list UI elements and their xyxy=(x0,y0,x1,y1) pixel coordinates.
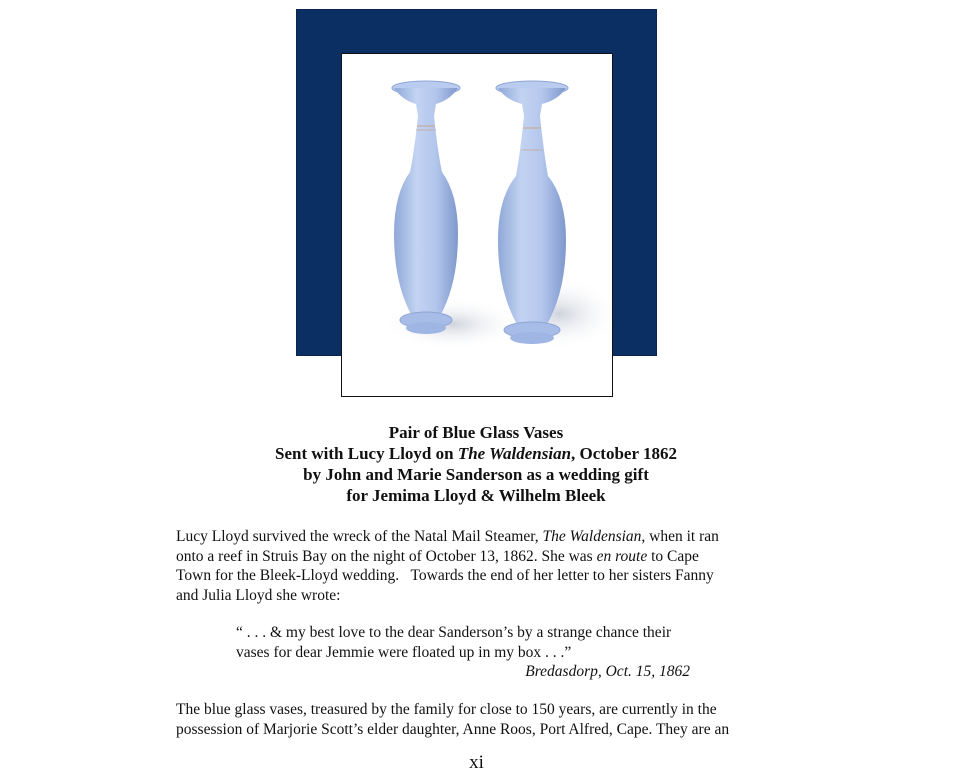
paragraph-line: The blue glass vases, treasured by the family for close to 150 years, are currently in the xyxy=(176,701,717,718)
caption-line-3: by John and Marie Sanderson as a wedding gift xyxy=(303,465,649,484)
caption-title: Pair of Blue Glass Vases xyxy=(388,423,564,442)
quote-line: “ . . . & my best love to the dear Sanderson’s by a strange chance their xyxy=(236,624,672,641)
paragraph-wreck xyxy=(176,527,816,605)
photo-caption xyxy=(150,422,802,506)
paragraph-line: and Julia Lloyd she wrote: xyxy=(176,586,341,604)
page-number: xi xyxy=(469,752,484,773)
letter-quote xyxy=(236,623,716,682)
paragraph-line: Town for the Bleek-Lloyd wedding. Towards the end of her letter to her sisters Fanny xyxy=(176,567,714,584)
vases-photograph xyxy=(341,53,613,397)
ship-name: The Waldensian xyxy=(457,444,572,463)
caption-line-4: for Jemima Lloyd & Wilhelm Bleek xyxy=(346,486,606,505)
paragraph-line: Lucy Lloyd survived the wreck of the Natal Mail Steamer, The Waldensian, when it ran xyxy=(176,528,719,545)
paragraph-line: possession of Marjorie Scott’s elder daughter, Anne Roos, Port Alfred, Cape. They are an xyxy=(176,720,730,738)
quote-source: Bredasdorp, Oct. 15, 1862 xyxy=(525,663,690,680)
paragraph-line: onto a reef in Struis Bay on the night of October 13, 1862. She was en route to Cape xyxy=(176,547,699,565)
vase-left xyxy=(392,81,460,334)
caption-line-2: Sent with Lucy Lloyd on The Waldensian, October 1862 xyxy=(275,444,677,463)
paragraph-vases xyxy=(176,700,816,739)
vases-illustration xyxy=(342,54,613,397)
quote-line: vases for dear Jemmie were floated up in my box . . .” xyxy=(236,643,572,661)
